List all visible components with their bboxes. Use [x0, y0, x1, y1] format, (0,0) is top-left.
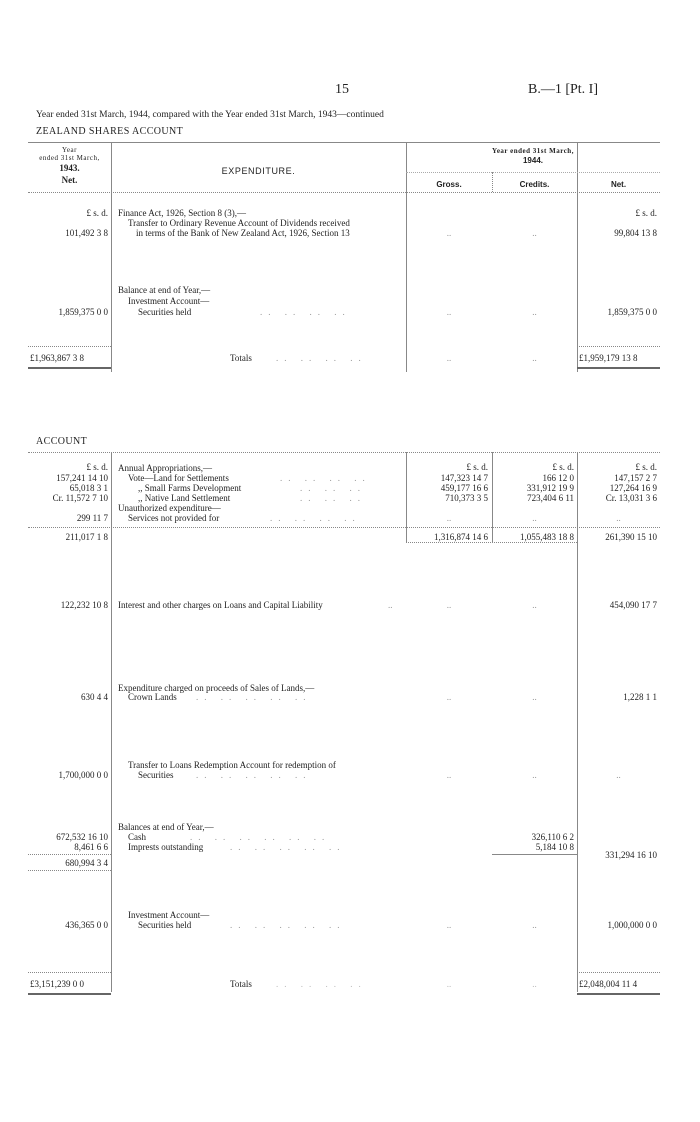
page-subtitle: Year ended 31st March, 1944, compared with the Year ended 31st March, 1943—continued [36, 110, 384, 120]
leader-dots: .. [532, 600, 537, 610]
value-net-1944: 331,294 16 10 [605, 850, 657, 860]
value-credits: 326,110 6 2 [531, 832, 574, 842]
head-net-1944: Net. [610, 180, 627, 189]
total-double-rule [28, 993, 111, 995]
head-year-1944-b: 1944. [522, 156, 544, 165]
value-net-1943: 630 4 4 [81, 692, 108, 702]
value-credits: 166 12 0 [542, 473, 574, 483]
units-label: £ s. d. [466, 462, 488, 472]
row-label: Services not provided for [128, 513, 220, 523]
leader-dots: .. .. .. .. .. [230, 842, 346, 852]
total-1943: £1,963,867 3 8 [30, 353, 84, 363]
leader-dots: .. [446, 600, 452, 610]
leader-dots: .. [532, 353, 537, 363]
subtotal-credits: 1,055,483 18 8 [520, 532, 574, 542]
leader-dots: .. [446, 770, 452, 780]
leader-dots: .. [446, 513, 452, 523]
row-label: Crown Lands [128, 692, 177, 702]
leader-dots: .. .. .. .. .. [196, 770, 312, 780]
row-label: Transfer to Ordinary Revenue Account of Dividends received [128, 218, 350, 228]
value-net-1944: 127,264 16 9 [609, 483, 657, 493]
leader-dots: .. [446, 353, 452, 363]
leader-dots: .. [446, 979, 452, 989]
row-label: Unauthorized expenditure— [118, 503, 221, 513]
leader-dots: .. .. .. .. [270, 513, 361, 523]
leader-dots: .. .. .. .. [260, 307, 351, 317]
leader-dots: .. .. .. [300, 493, 366, 503]
subtotal-gross: 1,316,874 14 6 [434, 532, 488, 542]
leader-dots: .. .. .. .. .. [196, 692, 312, 702]
head-gross: Gross. [436, 180, 462, 189]
head-credits: Credits. [519, 180, 550, 189]
row-label: Securities held [138, 307, 192, 317]
row-label: in terms of the Bank of New Zealand Act, 1926, Section 13 [136, 228, 350, 238]
row-label: Expenditure charged on proceeds of Sales of Lands,— [118, 683, 315, 693]
value-net-1943: 672,532 16 10 [56, 832, 108, 842]
subtotal-1943: 680,994 3 4 [65, 858, 108, 868]
value-gross: 147,323 14 7 [440, 473, 488, 483]
total-rule [28, 972, 111, 973]
leader-dots: .. .. .. .. [276, 979, 367, 989]
total-rule [577, 346, 660, 347]
value-net-1943: Cr. 11,572 7 10 [52, 493, 108, 503]
column-divider [111, 452, 112, 992]
total-rule [577, 972, 660, 973]
units-label: £ s. d. [635, 208, 657, 218]
document-reference: B.—1 [Pt. I] [528, 82, 598, 97]
head-year-ended: ended 31st March, [39, 154, 100, 162]
total-rule [28, 346, 111, 347]
row-label: Cash [128, 832, 146, 842]
section-title-account: ACCOUNT [36, 436, 88, 447]
subtotal-1943: 211,017 1 8 [65, 532, 108, 542]
units-label: £ s. d. [86, 208, 108, 218]
value-net-1944: 1,859,375 0 0 [607, 307, 657, 317]
subtotal-rule [492, 854, 577, 855]
value-net-1944: 99,804 13 8 [614, 228, 657, 238]
row-label: Balance at end of Year,— [118, 285, 211, 295]
head-year: Year [62, 146, 77, 154]
totals-label: Totals [230, 353, 252, 363]
table-top-rule [28, 142, 660, 143]
section-rule [28, 452, 660, 453]
subtotal-net-1944: 261,390 15 10 [605, 532, 657, 542]
units-label: £ s. d. [552, 462, 574, 472]
total-1943: £3,151,239 0 0 [30, 979, 84, 989]
value-gross: 459,177 16 6 [440, 483, 488, 493]
column-divider [577, 142, 578, 372]
leader-dots: .. [616, 770, 621, 780]
row-label: Securities [138, 770, 174, 780]
leader-dots: .. [532, 513, 537, 523]
value-credits: 5,184 10 8 [535, 842, 574, 852]
row-label: ,, Native Land Settlement [138, 493, 231, 503]
value-net-1943: 8,461 6 6 [74, 842, 108, 852]
head-expenditure: EXPENDITURE. [221, 166, 296, 176]
value-gross: 710,373 3 5 [445, 493, 488, 503]
head-net-1943: Net. [61, 175, 78, 185]
subtotal-rule [28, 854, 111, 855]
leader-dots: .. .. .. [300, 483, 366, 493]
subtotal-rule [28, 527, 660, 528]
leader-dots: .. [532, 307, 537, 317]
totals-label: Totals [230, 979, 252, 989]
leader-dots: .. [532, 692, 537, 702]
row-label: Securities held [138, 920, 192, 930]
row-label: Balances at end of Year,— [118, 822, 214, 832]
row-label: Transfer to Loans Redemption Account for redemption of [128, 760, 336, 770]
total-double-rule [577, 993, 660, 995]
leader-dots: .. [532, 228, 537, 238]
value-net-1943: 65,018 3 1 [69, 483, 108, 493]
value-net-1944: 147,157 2 7 [614, 473, 657, 483]
value-net-1943: 157,241 14 10 [56, 473, 108, 483]
value-net-1944: 454,090 17 7 [609, 600, 657, 610]
total-double-rule [28, 367, 111, 369]
row-label: ,, Small Farms Development [138, 483, 242, 493]
value-net-1943: 101,492 3 8 [65, 228, 108, 238]
total-1944: £1,959,179 13 8 [579, 353, 638, 363]
value-net-1943: 436,365 0 0 [65, 920, 108, 930]
leader-dots: .. [446, 920, 452, 930]
leader-dots: .. [532, 979, 537, 989]
subtotal-under-rule [406, 542, 577, 543]
row-label: Interest and other charges on Loans and Capital Liability [118, 600, 323, 610]
value-net-1944: 1,000,000 0 0 [607, 920, 657, 930]
leader-dots: .. .. .. .. [280, 473, 371, 483]
value-net-1944: Cr. 13,031 3 6 [605, 493, 657, 503]
total-double-rule [577, 367, 660, 369]
leader-dots: .. [532, 770, 537, 780]
units-label: £ s. d. [86, 462, 108, 472]
page-number: 15 [335, 82, 349, 97]
subtotal-under-rule [28, 870, 111, 871]
value-net-1943: 1,700,000 0 0 [58, 770, 108, 780]
value-net-1943: 122,232 10 8 [60, 600, 108, 610]
column-divider [406, 142, 407, 372]
value-net-1944: 1,228 1 1 [623, 692, 657, 702]
column-divider [111, 142, 112, 372]
leader-dots: .. .. .. .. [276, 353, 367, 363]
head-year-1943: 1943. [59, 163, 80, 173]
value-credits: 331,912 19 9 [526, 483, 574, 493]
head-subrule [406, 172, 660, 173]
table-head-rule [28, 192, 660, 193]
leader-dots: .. [446, 307, 452, 317]
leader-dots: .. .. .. .. .. .. [190, 832, 331, 842]
value-net-1943: 299 11 7 [76, 513, 108, 523]
units-label: £ s. d. [635, 462, 657, 472]
row-label: Imprests outstanding [128, 842, 204, 852]
leader-dots: .. [616, 513, 621, 523]
section-title-shares: ZEALAND SHARES ACCOUNT [36, 126, 184, 137]
leader-dots: .. [446, 692, 452, 702]
row-label: Investment Account— [128, 910, 210, 920]
total-1944: £2,048,004 11 4 [579, 979, 638, 989]
leader-dots: .. [532, 920, 537, 930]
value-net-1943: 1,859,375 0 0 [58, 307, 108, 317]
leader-dots: .. [388, 600, 393, 610]
head-year-1944: Year ended 31st March, [492, 147, 574, 155]
leader-dots: .. .. .. .. .. [230, 920, 346, 930]
leader-dots: .. [446, 228, 452, 238]
row-label: Finance Act, 1926, Section 8 (3),— [118, 208, 246, 218]
row-label: Annual Appropriations,— [118, 463, 212, 473]
value-credits: 723,404 6 11 [527, 493, 574, 503]
row-label: Investment Account— [128, 296, 210, 306]
row-label: Vote—Land for Settlements [128, 473, 229, 483]
